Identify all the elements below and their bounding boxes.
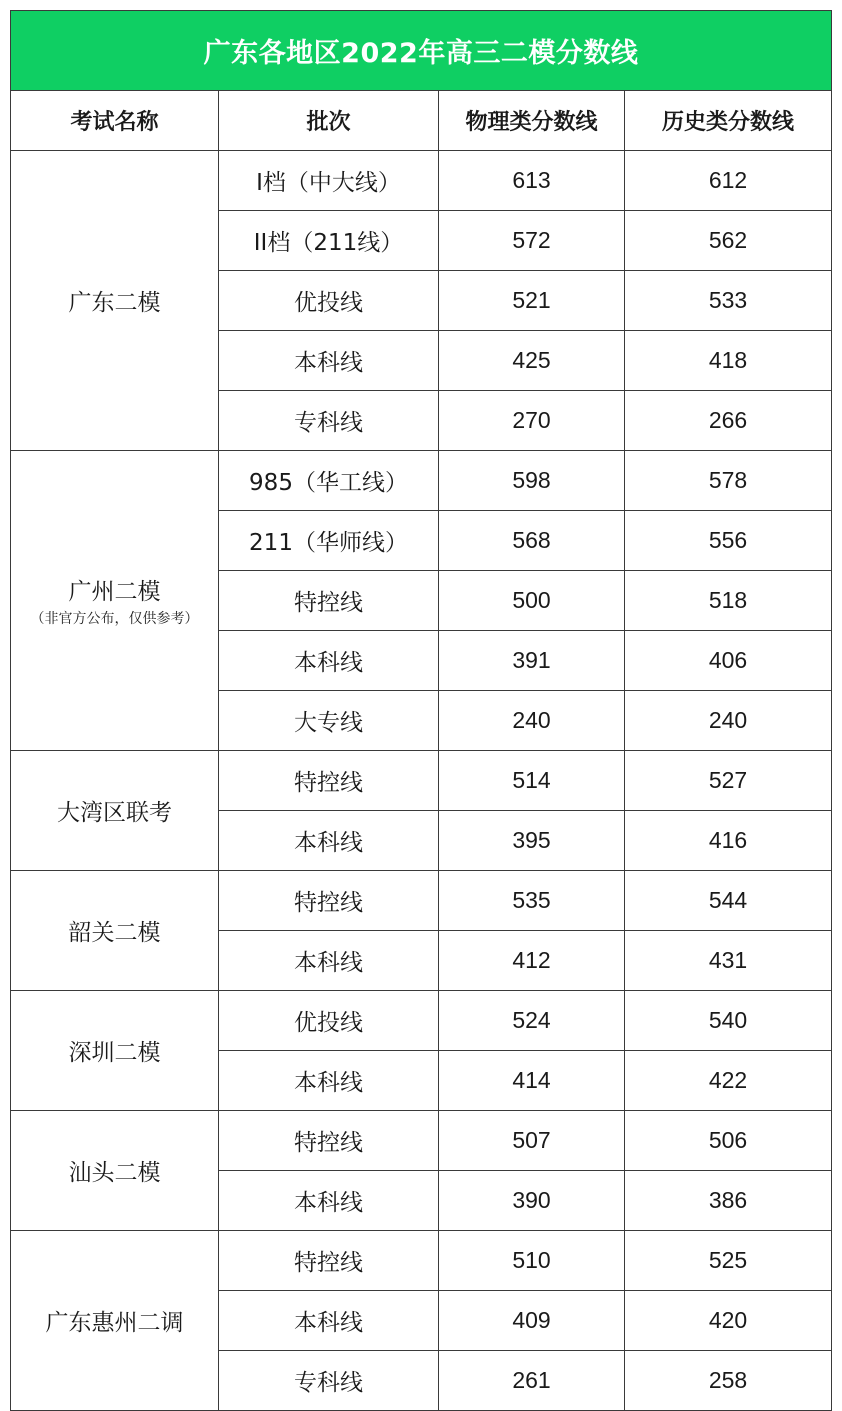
physics-score-cell: 507 [439, 1111, 625, 1171]
exam-name: 广东二模 [68, 290, 161, 316]
score-sheet [10, 10, 832, 1411]
table-row [11, 451, 832, 511]
history-score-cell: 527 [625, 751, 832, 811]
physics-score-cell: 514 [439, 751, 625, 811]
physics-score-cell: 613 [439, 151, 625, 211]
exam-name-cell [11, 1111, 219, 1231]
batch-cell: 大专线 [219, 691, 439, 751]
history-score-cell: 525 [625, 1231, 832, 1291]
exam-name-cell [11, 451, 219, 751]
exam-name: 汕头二模 [68, 1160, 161, 1186]
exam-name: 深圳二模 [68, 1040, 161, 1066]
history-score-cell: 612 [625, 151, 832, 211]
batch-cell: 特控线 [219, 871, 439, 931]
physics-score-cell: 500 [439, 571, 625, 631]
header-physics-score: 物理类分数线 [439, 91, 625, 151]
batch-cell: 本科线 [219, 811, 439, 871]
table-title: 广东各地区2022年高三二模分数线 [10, 10, 832, 90]
physics-score-cell: 390 [439, 1171, 625, 1231]
history-score-cell: 416 [625, 811, 832, 871]
batch-cell: 优投线 [219, 991, 439, 1051]
history-score-cell: 556 [625, 511, 832, 571]
history-score-cell: 258 [625, 1351, 832, 1411]
history-score-cell: 533 [625, 271, 832, 331]
batch-cell: 特控线 [219, 751, 439, 811]
exam-name-cell [11, 151, 219, 451]
exam-note: （非官方公布，仅供参考） [30, 611, 199, 627]
table-row [11, 151, 832, 211]
table-row [11, 751, 832, 811]
history-score-cell: 422 [625, 1051, 832, 1111]
batch-cell: 本科线 [219, 1051, 439, 1111]
header-exam-name: 考试名称 [11, 91, 219, 151]
exam-name-cell [11, 991, 219, 1111]
score-table [10, 90, 832, 1411]
history-score-cell: 578 [625, 451, 832, 511]
physics-score-cell: 572 [439, 211, 625, 271]
batch-cell: 本科线 [219, 1171, 439, 1231]
batch-cell: 特控线 [219, 1231, 439, 1291]
exam-name-cell [11, 751, 219, 871]
history-score-cell: 544 [625, 871, 832, 931]
table-body [11, 151, 832, 1411]
history-score-cell: 386 [625, 1171, 832, 1231]
table-row [11, 1111, 832, 1171]
batch-cell: 本科线 [219, 331, 439, 391]
batch-cell: II档（211线） [219, 211, 439, 271]
history-score-cell: 406 [625, 631, 832, 691]
table-row [11, 871, 832, 931]
physics-score-cell: 409 [439, 1291, 625, 1351]
physics-score-cell: 524 [439, 991, 625, 1051]
physics-score-cell: 261 [439, 1351, 625, 1411]
exam-name-cell [11, 871, 219, 991]
table-row [11, 1231, 832, 1291]
batch-cell: 本科线 [219, 931, 439, 991]
batch-cell: 特控线 [219, 1111, 439, 1171]
history-score-cell: 420 [625, 1291, 832, 1351]
history-score-cell: 240 [625, 691, 832, 751]
physics-score-cell: 521 [439, 271, 625, 331]
physics-score-cell: 412 [439, 931, 625, 991]
physics-score-cell: 240 [439, 691, 625, 751]
header-row [11, 91, 832, 151]
physics-score-cell: 391 [439, 631, 625, 691]
batch-cell: 211（华师线） [219, 511, 439, 571]
exam-name-cell [11, 1231, 219, 1411]
history-score-cell: 562 [625, 211, 832, 271]
physics-score-cell: 270 [439, 391, 625, 451]
exam-name: 韶关二模 [68, 920, 161, 946]
history-score-cell: 518 [625, 571, 832, 631]
physics-score-cell: 510 [439, 1231, 625, 1291]
batch-cell: I档（中大线） [219, 151, 439, 211]
physics-score-cell: 568 [439, 511, 625, 571]
table-row [11, 991, 832, 1051]
history-score-cell: 506 [625, 1111, 832, 1171]
exam-name: 大湾区联考 [57, 800, 172, 826]
history-score-cell: 431 [625, 931, 832, 991]
physics-score-cell: 414 [439, 1051, 625, 1111]
batch-cell: 特控线 [219, 571, 439, 631]
exam-name: 广东惠州二调 [45, 1310, 184, 1336]
header-batch: 批次 [219, 91, 439, 151]
history-score-cell: 266 [625, 391, 832, 451]
history-score-cell: 540 [625, 991, 832, 1051]
header-history-score: 历史类分数线 [625, 91, 832, 151]
exam-name: 广州二模 [68, 579, 161, 605]
physics-score-cell: 535 [439, 871, 625, 931]
batch-cell: 优投线 [219, 271, 439, 331]
batch-cell: 专科线 [219, 391, 439, 451]
batch-cell: 专科线 [219, 1351, 439, 1411]
history-score-cell: 418 [625, 331, 832, 391]
batch-cell: 本科线 [219, 631, 439, 691]
physics-score-cell: 395 [439, 811, 625, 871]
batch-cell: 985（华工线） [219, 451, 439, 511]
physics-score-cell: 598 [439, 451, 625, 511]
physics-score-cell: 425 [439, 331, 625, 391]
batch-cell: 本科线 [219, 1291, 439, 1351]
